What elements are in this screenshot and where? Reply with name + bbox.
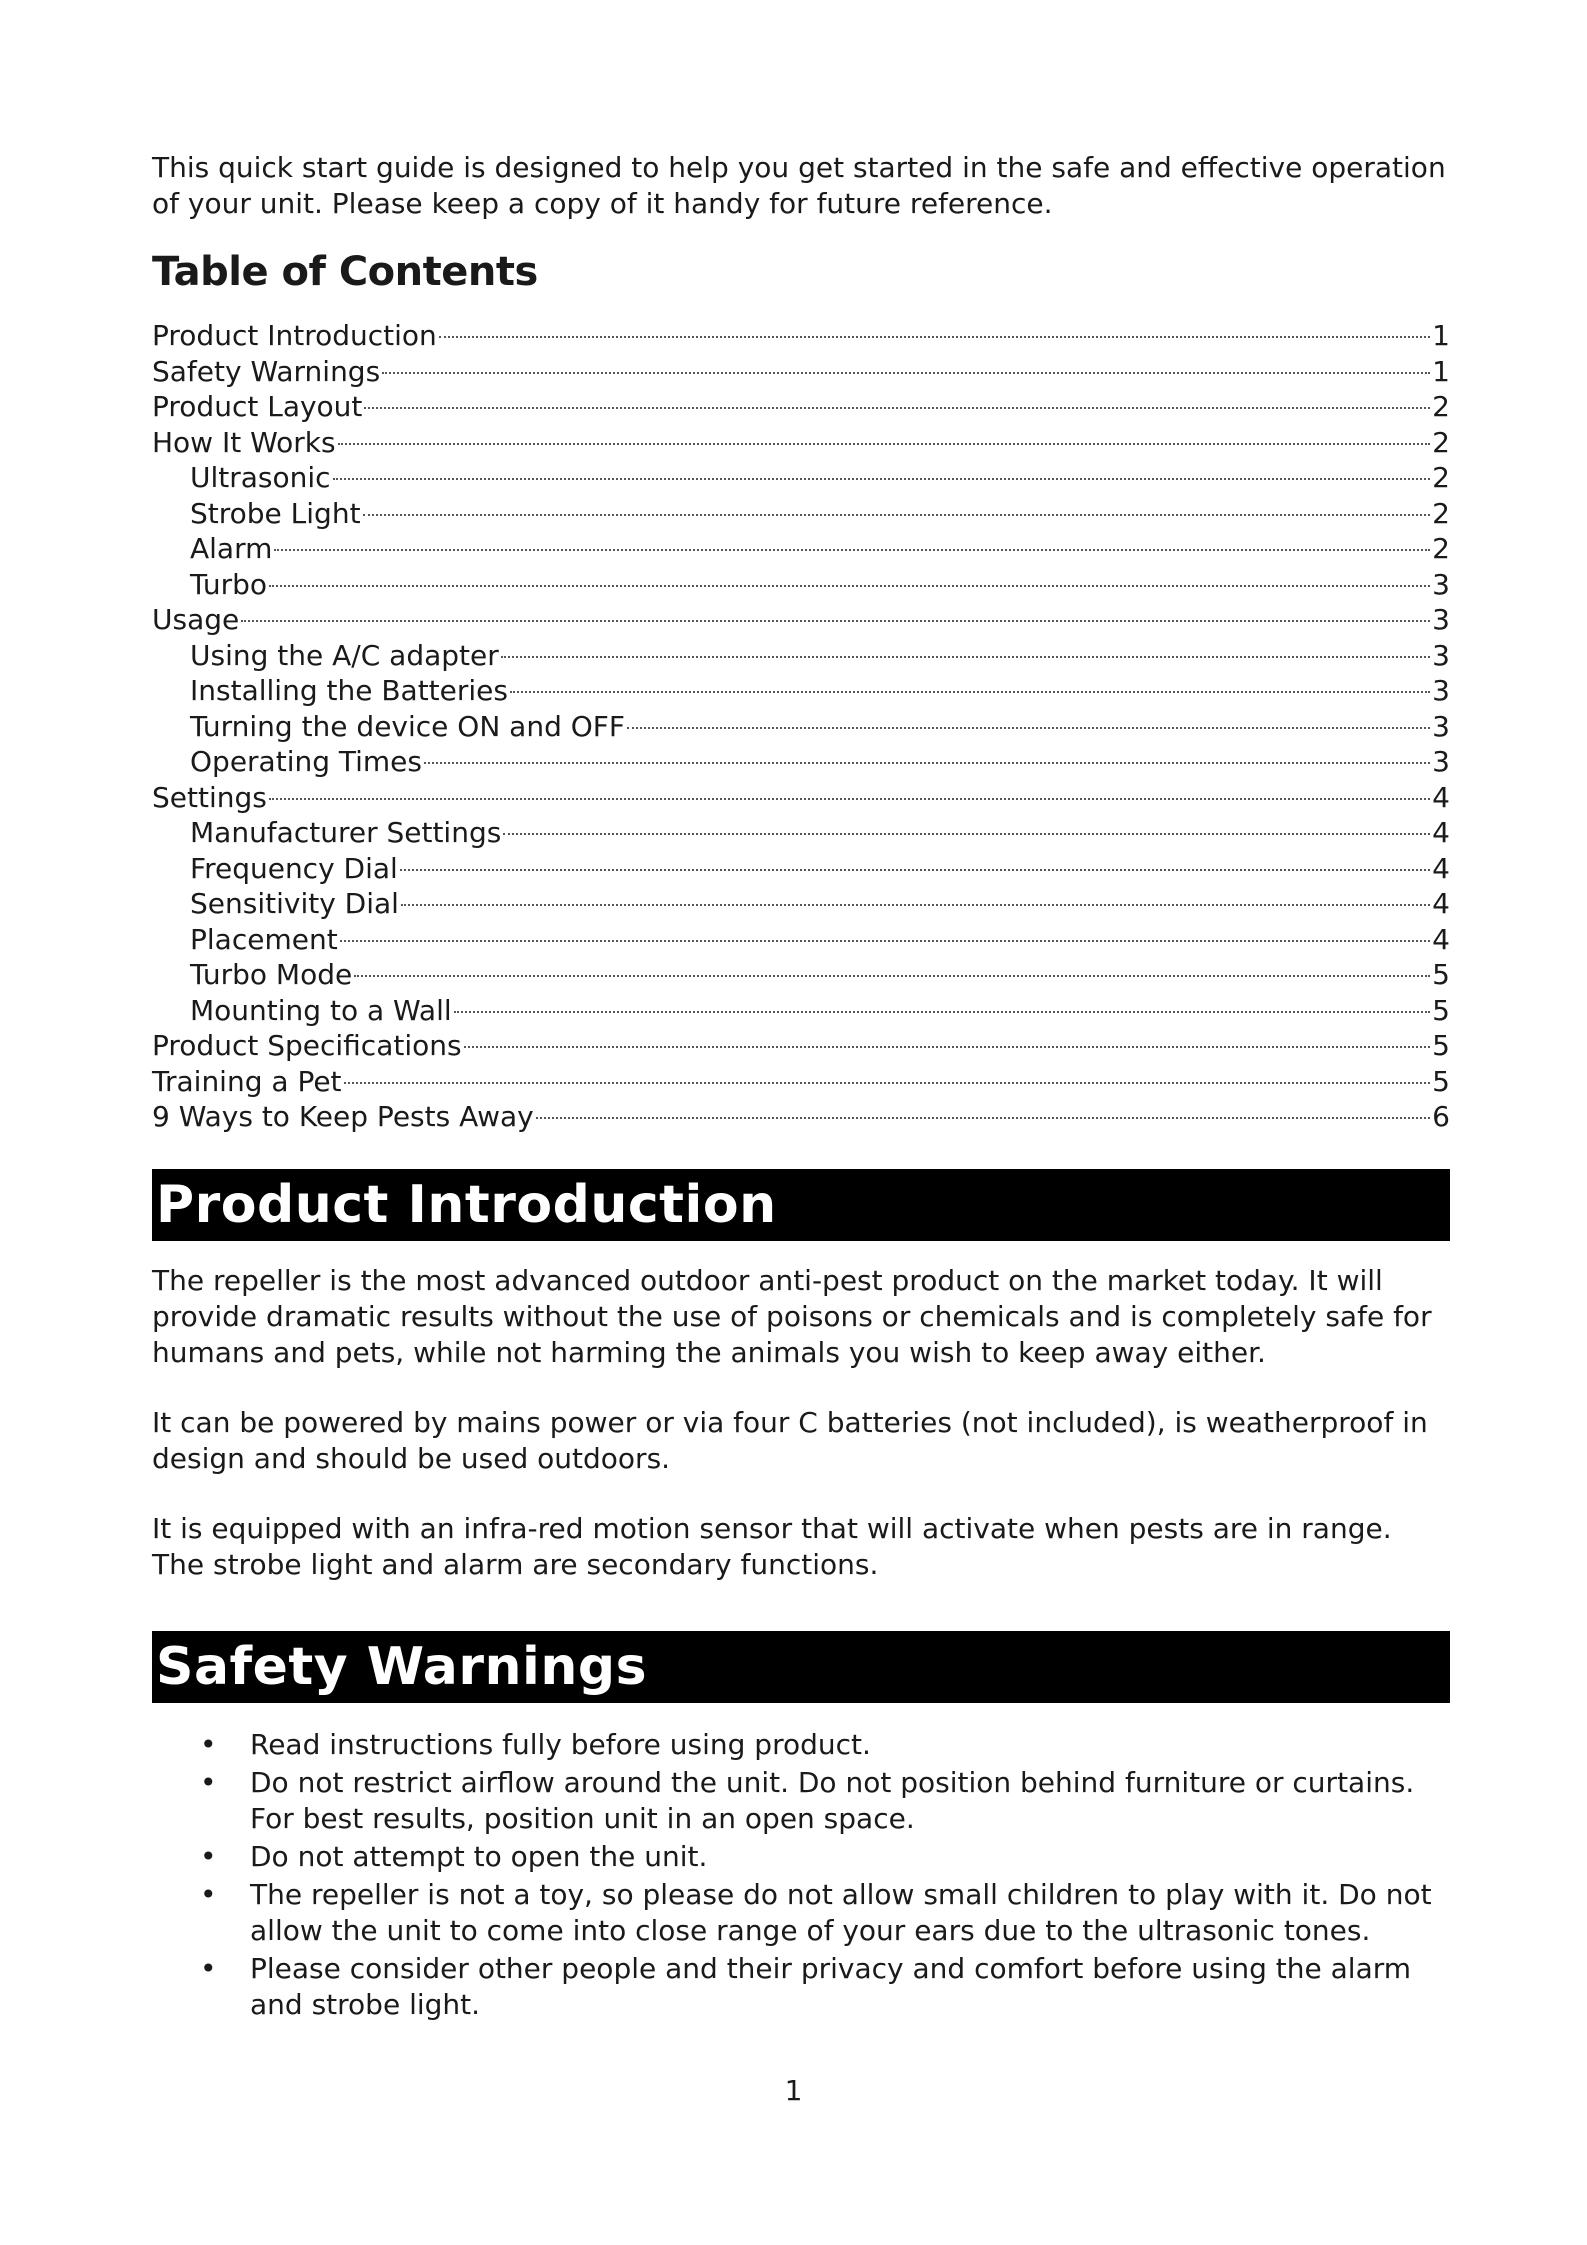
toc-entry[interactable] (152, 567, 1450, 603)
toc-entry-page: 5 (1432, 958, 1450, 991)
toc-entry[interactable] (152, 673, 1450, 709)
list-item: • Do not restrict airflow around the unit. Do not position behind furniture or curtains. For best results, position unit in an open space. (200, 1765, 1415, 1835)
toc-entry[interactable] (152, 460, 1450, 496)
product-introduction-heading: Product Introduction (152, 1169, 1450, 1241)
document-page (152, 150, 1450, 2025)
toc-entry-page: 4 (1432, 780, 1450, 814)
bullet-icon: • (200, 1765, 217, 1799)
toc-entry-page: 1 (1432, 319, 1450, 352)
toc-dot-leader (333, 478, 1431, 480)
list-item: • Please consider other people and their privacy and comfort before using the alarm and strobe light. (200, 1951, 1412, 2021)
toc-entry-page: 3 (1432, 567, 1450, 601)
toc-entry-page: 5 (1432, 1029, 1450, 1062)
bullet-icon: • (200, 1727, 217, 1761)
toc-dot-leader (400, 869, 1430, 871)
bullet-icon: • (200, 1877, 217, 1911)
toc-entry-page: 5 (1432, 993, 1450, 1027)
toc-entry[interactable] (152, 780, 1450, 816)
safety-warnings-list (152, 1727, 1450, 2023)
toc-entry[interactable] (152, 496, 1450, 532)
toc-entry-label: How It Works (152, 425, 336, 459)
bullet-icon: • (200, 1839, 217, 1873)
toc-dot-leader (274, 549, 1430, 551)
toc-entry-label: Product Layout (152, 390, 363, 423)
toc-entry-label: Usage (152, 603, 240, 636)
toc-entry-label: Settings (152, 780, 267, 814)
toc-entry[interactable] (152, 815, 1450, 851)
toc-entry-page: 4 (1432, 851, 1450, 885)
toc-entry-page: 3 (1432, 674, 1450, 707)
toc-entry[interactable] (152, 1064, 1450, 1100)
toc-entry-label: Strobe Light (190, 496, 361, 530)
toc-entry-page: 6 (1432, 1100, 1450, 1133)
toc-dot-leader (269, 585, 1430, 587)
toc-entry-page: 1 (1432, 354, 1450, 388)
toc-entry-page: 2 (1432, 425, 1450, 459)
toc-entry-label: Frequency Dial (190, 851, 398, 885)
toc-dot-leader (364, 407, 1430, 409)
toc-dot-leader (501, 656, 1430, 658)
toc-entry[interactable] (152, 1028, 1450, 1064)
toc-title: Table of Contents (152, 249, 538, 295)
toc-entry-label: Product Introduction (152, 319, 437, 352)
toc-dot-leader (439, 336, 1430, 338)
toc-entry[interactable] (152, 318, 1450, 354)
toc-entry[interactable] (152, 922, 1450, 958)
toc-dot-leader (354, 975, 1430, 977)
toc-entry[interactable] (152, 744, 1450, 780)
toc-entry-page: 4 (1432, 816, 1450, 849)
toc-entry[interactable] (152, 993, 1450, 1029)
toc-entry-label: Alarm (190, 532, 273, 565)
toc-dot-leader (627, 727, 1430, 729)
toc-entry-label: 9 Ways to Keep Pests Away (152, 1100, 534, 1133)
intro-body-paragraph: It is equipped with an infra-red motion sensor that will activate when pests are in range. The strobe light and alarm are secondary functions. (152, 1511, 1392, 1581)
toc-dot-leader (536, 1117, 1430, 1119)
toc-entry[interactable] (152, 638, 1450, 674)
toc-entry[interactable] (152, 531, 1450, 567)
toc-entry-label: Turbo Mode (190, 958, 353, 991)
toc-entry[interactable] (152, 602, 1450, 638)
table-of-contents (152, 318, 1450, 1135)
intro-body-paragraph: It can be powered by mains power or via four C batteries (not included), is weatherproof in design and should be used outdoors. (152, 1405, 1428, 1475)
toc-dot-leader (340, 940, 1431, 942)
toc-entry[interactable] (152, 354, 1450, 390)
toc-dot-leader (363, 514, 1431, 516)
toc-entry[interactable] (152, 851, 1450, 887)
safety-warnings-heading: Safety Warnings (152, 1631, 1450, 1703)
toc-dot-leader (382, 372, 1430, 374)
toc-entry-page: 4 (1432, 922, 1450, 956)
toc-entry[interactable] (152, 389, 1450, 425)
toc-dot-leader (338, 443, 1431, 445)
toc-entry[interactable] (152, 886, 1450, 922)
toc-entry-page: 3 (1432, 638, 1450, 672)
bullet-icon: • (200, 1951, 217, 1985)
toc-entry[interactable] (152, 957, 1450, 993)
toc-entry[interactable] (152, 425, 1450, 461)
toc-dot-leader (464, 1046, 1431, 1048)
toc-entry-label: Installing the Batteries (190, 674, 508, 707)
toc-entry-page: 2 (1432, 532, 1450, 565)
toc-entry-label: Turbo (190, 567, 268, 601)
toc-entry-label: Manufacturer Settings (190, 816, 502, 849)
toc-entry-page: 4 (1432, 887, 1450, 920)
toc-entry-label: Safety Warnings (152, 354, 381, 388)
toc-entry-page: 3 (1432, 745, 1450, 778)
list-item: • Read instructions fully before using product. (200, 1727, 871, 1761)
toc-dot-leader (241, 620, 1430, 622)
toc-dot-leader (269, 798, 1430, 800)
list-item: • The repeller is not a toy, so please do not allow small children to play with it. Do not allow the unit to come into close range of your ears due to the ultrasonic tones. (200, 1877, 1432, 1947)
toc-dot-leader (454, 1011, 1431, 1013)
toc-dot-leader (344, 1082, 1431, 1084)
toc-entry-page: 3 (1432, 709, 1450, 743)
toc-dot-leader (510, 691, 1430, 693)
toc-entry-page: 5 (1432, 1064, 1450, 1098)
toc-entry-label: Mounting to a Wall (190, 993, 452, 1027)
intro-body-paragraph: The repeller is the most advanced outdoor anti-pest product on the market today. It will provide dramatic results without the use of poisons or chemicals and is completely safe for humans and pets, while not harming the animals you wish to keep away either. (152, 1263, 1432, 1369)
toc-entry[interactable] (152, 709, 1450, 745)
toc-entry-label: Product Specifications (152, 1029, 462, 1062)
toc-entry-label: Placement (190, 922, 338, 956)
toc-entry-page: 2 (1432, 390, 1450, 423)
page-number: 1 (784, 2074, 803, 2107)
intro-paragraph: This quick start guide is designed to help you get started in the safe and effective operation of your unit. Please keep a copy of it handy for future reference. (152, 151, 1446, 220)
toc-entry-label: Ultrasonic (190, 461, 331, 494)
toc-entry[interactable] (152, 1099, 1450, 1135)
toc-dot-leader (424, 762, 1430, 764)
toc-entry-label: Training a Pet (152, 1064, 342, 1098)
toc-entry-page: 3 (1432, 603, 1450, 636)
toc-dot-leader (503, 833, 1430, 835)
toc-dot-leader (401, 904, 1430, 906)
toc-entry-page: 2 (1432, 461, 1450, 494)
toc-entry-label: Operating Times (190, 745, 422, 778)
toc-entry-label: Turning the device ON and OFF (190, 709, 625, 743)
toc-entry-label: Sensitivity Dial (190, 887, 399, 920)
toc-entry-page: 2 (1432, 496, 1450, 530)
list-item: • Do not attempt to open the unit. (200, 1839, 708, 1873)
toc-entry-label: Using the A/C adapter (190, 638, 499, 672)
